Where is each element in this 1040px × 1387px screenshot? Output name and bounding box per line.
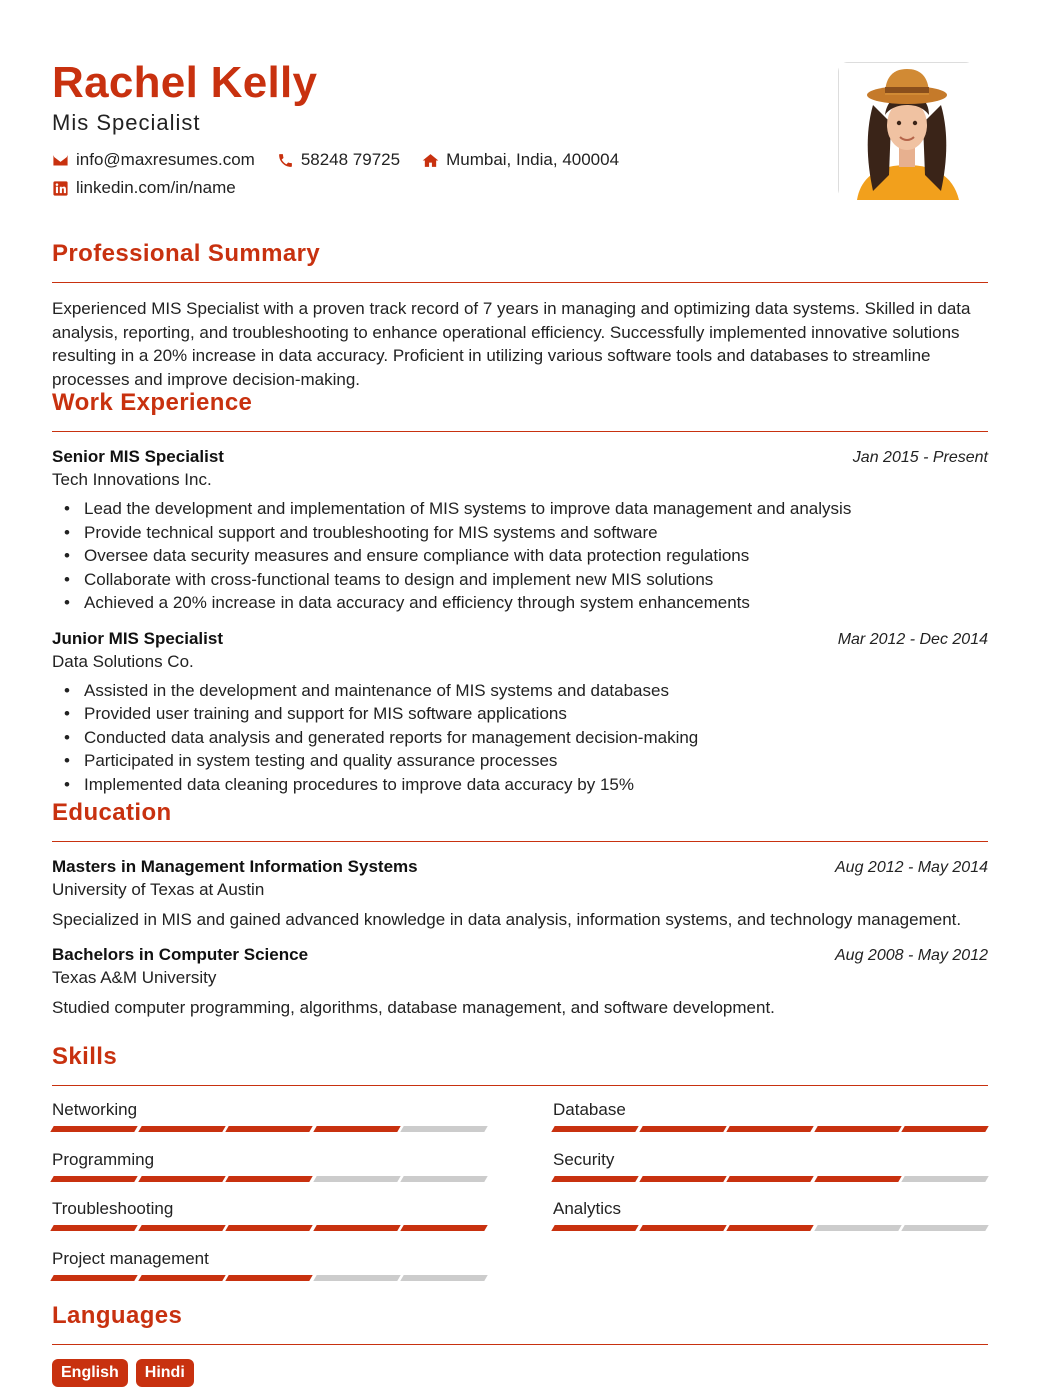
summary-text: Experienced MIS Specialist with a proven track record of 7 years in managing and optimizing data systems. Skilled in data analysis, reporting, and troubleshooting to enhance operational efficiency. Successfully implemented innovative solutions resulting in a 20% increase in data accuracy. Proficient in utilizing various software tools and databases to streamline processes and improve decision-making.	[52, 299, 971, 389]
section-divider	[52, 841, 988, 842]
education-heading: Education	[52, 799, 172, 826]
location-text: Mumbai, India, 400004	[446, 150, 620, 169]
envelope-icon	[52, 152, 69, 169]
list-item: • Implemented data cleaning procedures to improve data accuracy by 15%	[52, 773, 988, 797]
list-item: • Conducted data analysis and generated reports for management decision-making	[52, 726, 988, 750]
skills-section	[52, 1043, 988, 1298]
skill-item	[52, 1249, 486, 1299]
skill-level-segment	[551, 1225, 638, 1231]
list-item: • Achieved a 20% increase in data accuracy and efficiency through system enhancements	[52, 591, 988, 615]
skill-level-segment	[814, 1225, 901, 1231]
education-entry	[52, 945, 988, 1020]
skill-name: Analytics	[553, 1199, 622, 1218]
school-name: University of Texas at Austin	[52, 880, 265, 899]
skill-level-segment	[50, 1126, 137, 1132]
skill-level-segment	[401, 1225, 488, 1231]
education-description: Studied computer programming, algorithms, database management, and software development.	[52, 997, 775, 1017]
job-entry	[52, 447, 988, 615]
education-description: Specialized in MIS and gained advanced knowledge in data analysis, information systems, and technology management.	[52, 910, 962, 929]
skill-level-segment	[138, 1176, 225, 1182]
languages-section	[52, 1302, 988, 1387]
skill-item	[553, 1150, 987, 1200]
candidate-title: Mis Specialist	[52, 110, 201, 135]
skill-level-segment	[50, 1225, 137, 1231]
section-divider	[52, 1085, 988, 1086]
education-entry	[52, 857, 988, 932]
summary-heading: Professional Summary	[52, 240, 321, 267]
skill-level-meter	[52, 1225, 486, 1231]
skill-level-segment	[225, 1176, 312, 1182]
skills-grid	[52, 1100, 988, 1298]
skill-level-segment	[726, 1176, 813, 1182]
candidate-name: Rachel Kelly	[52, 58, 318, 107]
skill-level-segment	[551, 1126, 638, 1132]
skill-name: Troubleshooting	[52, 1199, 174, 1218]
job-title: Junior MIS Specialist	[52, 628, 223, 648]
skill-level-segment	[313, 1176, 400, 1182]
job-bullets	[52, 679, 988, 797]
skill-level-segment	[313, 1225, 400, 1231]
profile-photo-illustration	[839, 63, 976, 200]
skill-level-segment	[726, 1225, 813, 1231]
skill-level-meter	[52, 1275, 486, 1281]
education-date: Aug 2012 - May 2014	[835, 859, 988, 876]
language-list	[52, 1359, 988, 1387]
profile-photo	[838, 62, 975, 199]
skill-item	[52, 1100, 486, 1150]
list-item: • Lead the development and implementation of MIS systems to improve data management and analysis	[52, 497, 988, 521]
job-date: Jan 2015 - Present	[852, 449, 988, 466]
skill-name: Programming	[52, 1149, 155, 1169]
linkedin-text: linkedin.com/in/name	[76, 178, 236, 197]
skill-level-segment	[313, 1275, 400, 1281]
skill-name: Networking	[52, 1100, 138, 1119]
skill-level-segment	[138, 1225, 225, 1231]
skill-level-segment	[814, 1126, 901, 1132]
job-company: Data Solutions Co.	[52, 651, 194, 671]
job-company: Tech Innovations Inc.	[52, 470, 212, 489]
section-divider	[52, 431, 988, 432]
skill-level-segment	[639, 1176, 726, 1182]
contact-email[interactable]	[52, 150, 255, 170]
skill-name: Project management	[52, 1248, 209, 1268]
skill-level-segment	[814, 1176, 901, 1182]
language-badge: Hindi	[136, 1359, 194, 1387]
skill-level-segment	[225, 1225, 312, 1231]
contact-linkedin[interactable]	[52, 178, 236, 198]
skill-item	[553, 1199, 987, 1249]
summary-section	[52, 240, 988, 391]
skill-level-meter	[553, 1225, 987, 1231]
phone-icon	[277, 152, 294, 169]
language-badge: English	[52, 1359, 128, 1387]
list-item: • Collaborate with cross-functional teams to design and implement new MIS solutions	[52, 568, 988, 592]
skill-level-segment	[50, 1275, 137, 1281]
skill-level-segment	[50, 1176, 137, 1182]
section-divider	[52, 1344, 988, 1345]
skill-level-segment	[726, 1126, 813, 1132]
phone-text: 58248 79725	[300, 150, 401, 169]
skill-level-meter	[553, 1126, 987, 1132]
list-item: • Provided user training and support for MIS software applications	[52, 702, 988, 726]
contact-location	[422, 150, 619, 170]
skill-name: Security	[553, 1149, 615, 1169]
skill-level-meter	[553, 1176, 987, 1182]
linkedin-icon	[52, 180, 69, 197]
contact-info	[52, 148, 641, 204]
skill-level-segment	[639, 1126, 726, 1132]
experience-heading: Work Experience	[52, 389, 253, 416]
skill-level-segment	[401, 1176, 488, 1182]
list-item: • Oversee data security measures and ensure compliance with data protection regulations	[52, 544, 988, 568]
skill-level-segment	[225, 1126, 312, 1132]
job-title: Senior MIS Specialist	[52, 447, 224, 466]
job-entry	[52, 629, 988, 797]
languages-heading: Languages	[52, 1302, 183, 1329]
section-divider	[52, 282, 988, 283]
skill-level-segment	[639, 1225, 726, 1231]
skills-heading: Skills	[52, 1043, 118, 1070]
job-bullets	[52, 497, 988, 615]
skill-level-segment	[225, 1275, 312, 1281]
contact-phone[interactable]	[277, 150, 400, 170]
skill-level-segment	[313, 1126, 400, 1132]
skill-level-segment	[138, 1126, 225, 1132]
education-section	[52, 799, 988, 1019]
skill-name: Database	[553, 1100, 626, 1119]
education-date: Aug 2008 - May 2012	[835, 946, 988, 964]
school-name: Texas A&M University	[52, 967, 217, 987]
skill-level-segment	[551, 1176, 638, 1182]
skill-level-segment	[401, 1126, 488, 1132]
list-item: • Assisted in the development and maintenance of MIS systems and databases	[52, 679, 988, 703]
skill-level-segment	[902, 1225, 989, 1231]
skill-level-meter	[52, 1126, 486, 1132]
list-item: • Provide technical support and troubleshooting for MIS systems and software	[52, 521, 988, 545]
skill-level-segment	[401, 1275, 488, 1281]
home-icon	[422, 152, 439, 169]
email-text: info@maxresumes.com	[76, 150, 255, 169]
skill-item	[52, 1150, 486, 1200]
skill-level-segment	[138, 1275, 225, 1281]
skill-level-meter	[52, 1176, 486, 1182]
skill-item	[52, 1199, 486, 1249]
skill-level-segment	[902, 1176, 989, 1182]
list-item: • Participated in system testing and quality assurance processes	[52, 749, 988, 773]
experience-section	[52, 389, 988, 796]
degree-title: Bachelors in Computer Science	[52, 944, 309, 964]
job-date: Mar 2012 - Dec 2014	[837, 630, 988, 648]
degree-title: Masters in Management Information Systems	[52, 857, 418, 876]
skill-item	[553, 1100, 987, 1150]
skill-level-segment	[902, 1126, 989, 1132]
